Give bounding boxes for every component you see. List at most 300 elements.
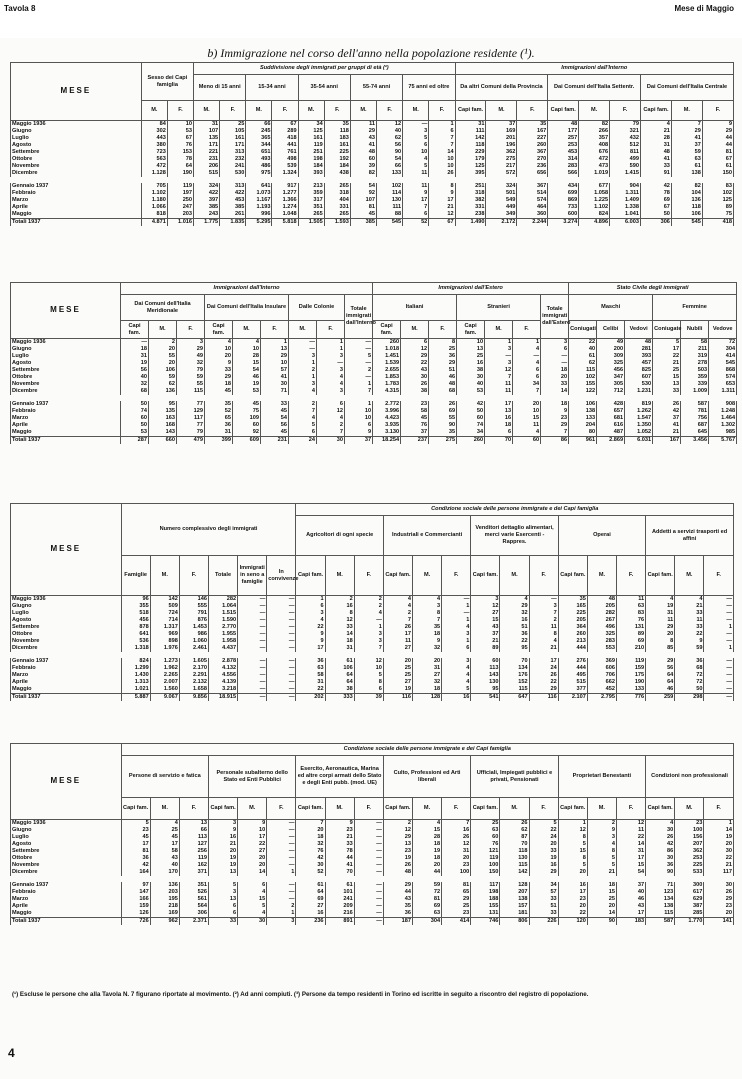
cell-value: 52 [403,219,429,227]
cell-value: 156 [675,834,704,841]
cell-value: 2.291 [179,672,208,679]
cell-value: 3.996 [373,408,401,415]
cell-value: 16 [485,415,513,422]
table-row [11,679,734,686]
cell-value: 278 [681,360,709,367]
cell-value: 10 [233,346,261,353]
cell-value: 29 [383,834,412,841]
cell-value: 115 [500,686,529,694]
cell-value: 1 [442,617,471,624]
cell-value: 324 [194,183,220,190]
cell-value: 120 [558,918,587,926]
cell-value: 5.818 [272,219,298,227]
cell-value: 3 [403,128,429,135]
cell-value: 60 [471,658,500,665]
cell-value: 153 [167,149,193,156]
cell-value: 196 [486,142,517,149]
cell-value: 24 [289,437,317,445]
row-label: Dicembre [11,388,121,395]
cell-value: 13 [457,346,485,353]
cell-value: 418 [272,135,298,142]
cell-value: 32 [413,679,442,686]
cell-value: 1.853 [373,374,401,381]
cell-value: 61 [671,163,702,170]
cell-value: 17 [238,834,267,841]
cell-value: 18 [121,346,149,353]
cell-value: 22 [558,910,587,918]
cell-value: 37 [486,121,517,129]
cell-value: 23 [401,401,429,408]
cell-value: 90 [587,918,616,926]
column-header: F. [529,798,558,820]
cell-value: 1.451 [373,353,401,360]
cell-value: 4 [238,910,267,918]
cell-value: 83 [702,183,733,190]
column-header: Maschi [569,295,653,321]
column-header: Famiglie [121,556,150,596]
column-header: Capi fam. [646,556,675,596]
cell-value: 15 [653,374,681,381]
cell-value: 18.915 [209,694,238,702]
cell-value: 22 [296,686,325,694]
cell-value: 143 [149,429,177,437]
cell-value: 14 [587,910,616,918]
cell-value: 555 [179,603,208,610]
cell-value: 38 [401,388,429,395]
cell-value: 35 [517,121,548,129]
table-row [11,429,737,437]
cell-value: 493 [246,156,272,163]
cell-value: 265 [324,183,350,190]
cell-value: 4 [296,617,325,624]
cell-value: 456 [121,617,150,624]
table-row [11,381,737,388]
cell-value: 80 [569,429,597,437]
table-row [11,388,737,395]
cell-value: 11 [350,121,376,129]
cell-value: 1.590 [209,617,238,624]
cell-value: 251 [455,183,486,190]
cell-value: 8 [354,679,383,686]
cell-value: 283 [548,163,579,170]
cell-value: 50 [121,422,149,429]
cell-value: — [267,694,296,702]
cell-value: 512 [610,142,641,149]
column-header: Capi fam. [558,556,587,596]
cell-value: 65 [205,415,233,422]
cell-value: 726 [121,918,150,926]
mese-header: MESE [11,504,122,596]
column-header: F. [617,556,646,596]
column-header: M. [675,556,704,596]
cell-value: 135 [194,135,220,142]
row-label: Dicembre [11,645,122,652]
cell-value: 7 [354,645,383,652]
cell-value: 102 [569,374,597,381]
table-row [11,401,737,408]
table-row [11,686,734,694]
cell-value: 25 [471,820,500,828]
cell-value: 385 [350,219,376,227]
cell-value: 367 [517,149,548,156]
cell-value: 167 [653,437,681,445]
cell-value: 21 [653,360,681,367]
cell-value: 27 [383,679,412,686]
cell-value: 37 [345,437,373,445]
row-label: Marzo [11,672,122,679]
cell-value: 36 [675,658,704,665]
cell-value: 1 [704,645,734,652]
column-header: F. [317,321,345,339]
cell-value: 1.324 [272,170,298,177]
cell-value: 545 [671,219,702,227]
cell-value: 4 [413,596,442,604]
cell-value: 250 [167,197,193,204]
cell-value: 28 [233,353,261,360]
cell-value: 309 [597,353,625,360]
cell-value: 2.795 [587,694,616,702]
cell-value: 41 [641,156,672,163]
table-row [11,437,737,445]
cell-value: 20 [238,862,267,869]
cell-value: — [238,596,267,604]
cell-value: 7 [345,388,373,395]
row-label: Aprile [11,903,122,910]
cell-value: 40 [377,128,403,135]
cell-value: 453 [220,197,246,204]
cell-value: 8 [558,855,587,862]
row-label: Maggio 1936 [11,339,121,347]
cell-value: 33 [529,910,558,918]
cell-value: 7 [296,820,325,828]
row-label: Ottobre [11,374,121,381]
cell-value: — [704,610,734,617]
cell-value: 62 [377,135,403,142]
cell-value: 195 [150,896,179,903]
row-label: Maggio [11,211,142,219]
column-header: Vedovi [625,321,653,339]
cell-value: 414 [709,353,737,360]
cell-value: 367 [517,183,548,190]
row-label: Luglio [11,135,142,142]
cell-value: 131 [617,624,646,631]
cell-value: 119 [167,183,193,190]
cell-value: 96 [121,596,150,604]
cell-value: 56 [261,422,289,429]
cell-value: 304 [709,346,737,353]
column-header: M. [403,101,429,121]
cell-value: 117 [704,869,734,876]
cell-value: 31 [641,142,672,149]
cell-value: 16 [296,910,325,918]
cell-value: 11 [485,381,513,388]
cell-value: 2 [317,422,345,429]
cell-value: 456 [597,367,625,374]
cell-value: 213 [298,183,324,190]
cell-value: 457 [625,360,653,367]
cell-value: — [704,658,734,665]
table-row [11,827,734,834]
cell-value: 207 [675,841,704,848]
table-row [11,603,734,610]
cell-value: 11 [646,617,675,624]
cell-value: 20 [529,841,558,848]
cell-value: 385 [194,204,220,211]
cell-value: 31 [194,121,220,129]
cell-value: 7 [413,617,442,624]
cell-value: 59 [671,149,702,156]
cell-value: 134 [646,896,675,903]
cell-value: 24 [529,665,558,672]
cell-value: 31 [646,610,675,617]
cell-value: 4.556 [209,672,238,679]
cell-value: 41 [325,862,354,869]
cell-value: 106 [671,211,702,219]
cell-value: 4 [205,339,233,347]
cell-value: 5 [558,862,587,869]
cell-value: 2 [354,596,383,604]
cell-value: 25 [442,903,471,910]
cell-value: 17 [558,889,587,896]
cell-value: 6 [513,367,541,374]
cell-value: 265 [298,211,324,219]
cell-value: 241 [220,163,246,170]
cell-value: 63 [412,910,441,918]
cell-value: 95 [471,686,500,694]
header-total-immigrants: Numero complessivo degli immigrati [121,504,296,556]
cell-value: 29 [500,603,529,610]
cell-value: 19 [412,848,441,855]
cell-value: 515 [558,679,587,686]
cell-value: 260 [457,437,485,445]
cell-value: 241 [325,896,354,903]
cell-value: 20 [646,631,675,638]
column-header: M. [350,101,376,121]
cell-value: 509 [150,603,179,610]
cell-value: 33 [325,841,354,848]
cell-value: 1.066 [141,204,167,211]
cell-value: 32 [121,381,149,388]
cell-value: 395 [455,170,486,177]
row-label: Agosto [11,841,122,848]
cell-value: — [238,686,267,694]
mese-header: MESE [11,744,122,820]
cell-value: — [267,610,296,617]
cell-value: 4 [529,638,558,645]
cell-value: — [238,672,267,679]
cell-value: 23 [704,903,734,910]
cell-value: 566 [548,170,579,177]
cell-value: 811 [610,149,641,156]
cell-value: — [238,679,267,686]
cell-value: 10 [345,408,373,415]
cell-value: 69 [296,896,325,903]
cell-value: 19 [529,855,558,862]
cell-value: 57 [529,889,558,896]
cell-value: 25 [383,672,412,679]
cell-value: 28 [641,135,672,142]
row-label: Febbraio [11,889,122,896]
cell-value: 86 [541,437,569,445]
cell-value: 231 [194,156,220,163]
cell-value: 1.052 [625,429,653,437]
cell-value: 541 [471,694,500,702]
cell-value: 600 [548,211,579,219]
cell-value: 1.299 [121,665,150,672]
cell-value: 1 [267,869,296,876]
cell-value: 150 [471,869,500,876]
column-header: M. [150,556,179,596]
cell-value: 43 [471,624,500,631]
cell-value: 21 [471,638,500,645]
cell-value: 3.130 [373,429,401,437]
cell-value: 3 [289,381,317,388]
cell-value: 2.461 [179,645,208,652]
cell-value: 641 [121,631,150,638]
cell-value: 4 [442,624,471,631]
cell-value: 904 [610,183,641,190]
cell-value: 52 [205,408,233,415]
column-header: Capi fam. [296,798,325,820]
cell-value: 16 [558,882,587,889]
cell-value: — [267,820,296,828]
cell-value: 3 [208,820,237,828]
cell-value: 3 [442,631,471,638]
cell-value: 161 [298,135,324,142]
column-header: Capi fam. [641,101,672,121]
cell-value: 146 [179,596,208,604]
cell-value: 136 [149,388,177,395]
cell-value: 155 [471,903,500,910]
cell-value: 16 [442,694,471,702]
cell-value: 142 [500,869,529,876]
cell-value: 9 [702,121,733,129]
cell-value: 26 [646,834,675,841]
cell-value: 9 [587,827,616,834]
cell-value: 25 [587,896,616,903]
column-header: M. [141,101,167,121]
cell-value: 530 [625,381,653,388]
cell-value: 275 [429,437,457,445]
cell-value: 706 [587,672,616,679]
cell-value: 1.547 [625,415,653,422]
cell-value: 67 [641,204,672,211]
column-header: Nubili [681,321,709,339]
cell-value: 6 [345,422,373,429]
column-header: Dalle Colonie [289,295,345,321]
cell-value: 155 [569,381,597,388]
cell-value: 9 [403,190,429,197]
cell-value: 23 [541,415,569,422]
cell-value: 42 [653,408,681,415]
cell-value: 14 [325,631,354,638]
cell-value: 142 [150,596,179,604]
cell-value: 1.248 [709,408,737,415]
cell-value: — [345,346,373,353]
cell-value: 187 [383,918,412,926]
cell-value: 629 [675,896,704,903]
cell-value: 85 [646,645,675,652]
cell-value: 175 [617,672,646,679]
column-header: F. [220,101,246,121]
cell-value: 76 [167,142,193,149]
cell-value: 18 [541,367,569,374]
cell-value: 10 [238,827,267,834]
cell-value: 20 [558,869,587,876]
table-row [11,142,734,149]
cell-value: 29 [646,658,675,665]
cell-value: 1.955 [209,631,238,638]
cell-value: 18 [412,855,441,862]
age-group-header: 75 anni ed oltre [403,75,455,101]
cell-value: 78 [167,156,193,163]
cell-value: — [704,672,734,679]
cell-value: 6 [442,645,471,652]
table-row [11,374,737,381]
cell-value: — [704,631,734,638]
cell-value: 6 [513,374,541,381]
cell-value: 9 [541,408,569,415]
cell-value: 51 [529,903,558,910]
cell-value: 20 [704,841,734,848]
cell-value: 64 [167,163,193,170]
cell-value: — [704,686,734,694]
cell-value: 25 [429,346,457,353]
cell-value: 232 [220,156,246,163]
cell-value: 824 [121,658,150,665]
cell-value: 45 [401,415,429,422]
cell-value: 169 [150,910,179,918]
cell-value: 40 [457,381,485,388]
cell-value: 6 [238,882,267,889]
cell-value: 201 [486,135,517,142]
cell-value: 70 [500,658,529,665]
cell-value: 1.064 [209,603,238,610]
cell-value: 26 [500,820,529,828]
cell-value: — [442,610,471,617]
cell-value: 37 [401,429,429,437]
cell-value: 5 [587,855,616,862]
cell-value: 5 [558,841,587,848]
cell-value: 1 [485,339,513,347]
table-row [11,610,734,617]
row-label: Settembre [11,848,122,855]
cell-value: 3.218 [209,686,238,694]
cell-value: 362 [486,149,517,156]
cell-value: — [354,903,383,910]
cell-value: 2.244 [517,219,548,227]
cell-value: 48 [383,869,412,876]
cell-value: 76 [471,841,500,848]
column-header: Addetti a servizi trasporti ed affini [646,516,734,556]
cell-value: 30 [401,374,429,381]
cell-value: 17 [150,841,179,848]
cell-value: 54 [377,156,403,163]
row-label: Maggio [11,686,122,694]
row-label: Maggio 1936 [11,121,142,129]
cell-value: 45 [261,408,289,415]
cell-value: 64 [646,679,675,686]
cell-value: 31 [413,665,442,672]
cell-value: 645 [681,429,709,437]
cell-value: 106 [149,367,177,374]
cell-value: 60 [471,834,500,841]
cell-value: 161 [220,135,246,142]
cell-value: 32 [177,360,205,367]
cell-value: 16 [325,603,354,610]
cell-value: 147 [121,889,150,896]
cell-value: 20 [513,401,541,408]
